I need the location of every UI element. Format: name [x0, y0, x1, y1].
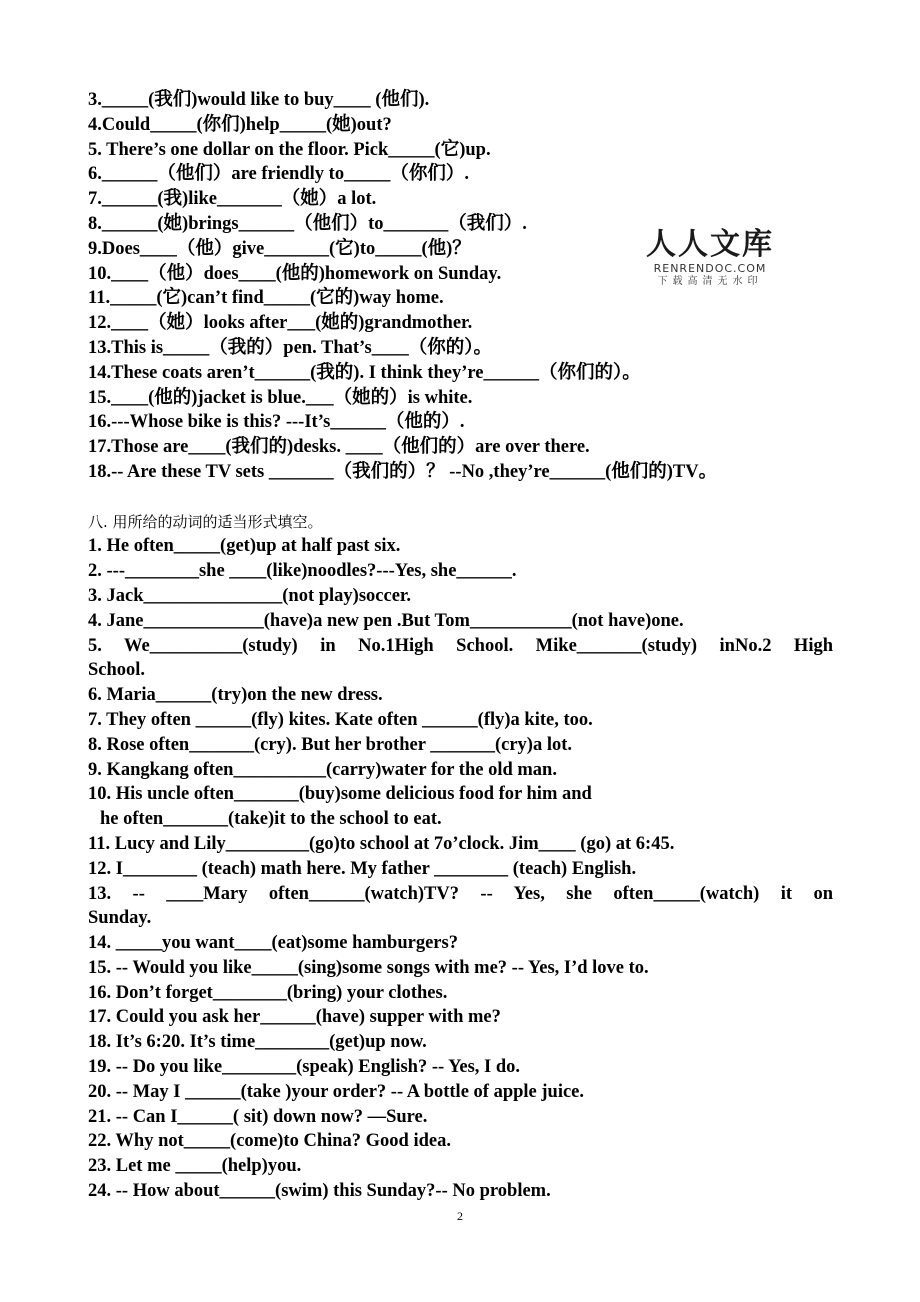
exercise-line: 13. -- ____Mary often______(watch)TV? -- Yes, she often_____(watch) it on	[88, 883, 833, 904]
exercise-line: 18.-- Are these TV sets _______（我们的）？ --No ,they’re______(他们的)TV。	[88, 461, 718, 482]
exercise-line: 9.Does____（他）give_______(它)to_____(他)？	[88, 238, 471, 259]
exercise-line: 8. Rose often_______(cry). But her brother _______(cry)a lot.	[88, 734, 572, 755]
exercise-line: 16. Don’t forget________(bring) your clothes.	[88, 982, 448, 1003]
exercise-line: 15. -- Would you like_____(sing)some songs with me? -- Yes, I’d love to.	[88, 957, 649, 978]
exercise-line: 5. We__________(study) in No.1High School. Mike_______(study) inNo.2 High	[88, 635, 833, 656]
exercise-line: 16.---Whose bike is this? ---It’s______（他的）.	[88, 412, 465, 433]
exercise-line: 8.______(她)brings______（他们）to_______（我们）.	[88, 213, 527, 234]
exercise-line: 7. They often ______(fly) kites. Kate often ______(fly)a kite, too.	[88, 709, 593, 730]
exercise-line-continuation: Sunday.	[88, 908, 152, 929]
exercise-line: 3._____(我们)would like to buy____ (他们).	[88, 90, 430, 110]
exercise-line: 9. Kangkang often__________(carry)water for the old man.	[88, 759, 557, 780]
exercise-line: 15.____(他的)jacket is blue.___（她的）is white.	[88, 387, 473, 408]
exercise-line-continuation: School.	[88, 660, 146, 681]
exercise-line: 13.This is_____（我的）pen. That’s____（你的）。	[88, 337, 492, 358]
page-content	[88, 88, 833, 1204]
pronoun-exercise-list	[88, 88, 833, 485]
exercise-line: 23. Let me _____(help)you.	[88, 1156, 302, 1177]
exercise-line: 6. Maria______(try)on the new dress.	[88, 685, 383, 706]
exercise-line: 20. -- May I ______(take )your order? -- A bottle of apple juice.	[88, 1081, 585, 1102]
exercise-line: 4.Could_____(你们)help_____(她)out?	[88, 114, 392, 135]
exercise-line: 10.____（他）does____(他的)homework on Sunday.	[88, 263, 502, 284]
exercise-line: 14.These coats aren’t______(我的). I think they’re______（你们的）。	[88, 362, 641, 383]
exercise-line: 5. There’s one dollar on the floor. Pick_____(它)up.	[88, 139, 491, 160]
exercise-line: 14. _____you want____(eat)some hamburgers?	[88, 933, 458, 954]
exercise-line: 22. Why not_____(come)to China? Good idea.	[88, 1131, 451, 1152]
exercise-line: 6.______（他们）are friendly to_____（你们）.	[88, 164, 469, 185]
page-number: 2	[457, 1209, 463, 1223]
watermark-subtitle: 下载高清无水印	[657, 276, 763, 287]
exercise-line: 11._____(它)can’t find_____(它的)way home.	[88, 288, 444, 309]
exercise-line: 11. Lucy and Lily_________(go)to school at 7o’clock. Jim____ (go) at 6:45.	[88, 833, 675, 854]
exercise-line: 2. ---________she ____(like)noodles?---Yes, she______.	[88, 561, 517, 582]
exercise-line: 4. Jane_____________(have)a new pen .But Tom___________(not have)one.	[88, 610, 684, 631]
watermark-url: RENRENDOC.COM	[653, 262, 767, 275]
verb-exercise-list	[88, 534, 833, 1204]
exercise-line: 19. -- Do you like________(speak) English? -- Yes, I do.	[88, 1057, 521, 1078]
exercise-line: 1. He often_____(get)up at half past six.	[88, 536, 401, 557]
exercise-line: 12. I________ (teach) math here. My father ________ (teach) English.	[88, 858, 637, 879]
exercise-line: 3. Jack_______________(not play)soccer.	[88, 585, 412, 606]
exercise-line: 12.____（她）looks after___(她的)grandmother.	[88, 313, 473, 334]
exercise-line: 17. Could you ask her______(have) supper with me?	[88, 1007, 501, 1028]
section-spacer	[88, 485, 833, 510]
exercise-line: 21. -- Can I______( sit) down now? —Sure.	[88, 1106, 428, 1127]
exercise-line: 18. It’s 6:20. It’s time________(get)up now.	[88, 1032, 427, 1053]
watermark-title: 人人文库	[646, 227, 774, 262]
exercise-line: 7.______(我)like_______（她）a lot.	[88, 189, 377, 210]
exercise-line-continuation: he often_______(take)it to the school to eat.	[100, 809, 442, 830]
exercise-line: 24. -- How about______(swim) this Sunday?-- No problem.	[88, 1181, 551, 1202]
exercise-line: 17.Those are____(我们的)desks. ____（他们的）are over there.	[88, 437, 590, 458]
section-heading: 八. 用所给的动词的适当形式填空。	[88, 512, 323, 531]
exercise-line: 10. His uncle often_______(buy)some delicious food for him and	[88, 784, 592, 805]
